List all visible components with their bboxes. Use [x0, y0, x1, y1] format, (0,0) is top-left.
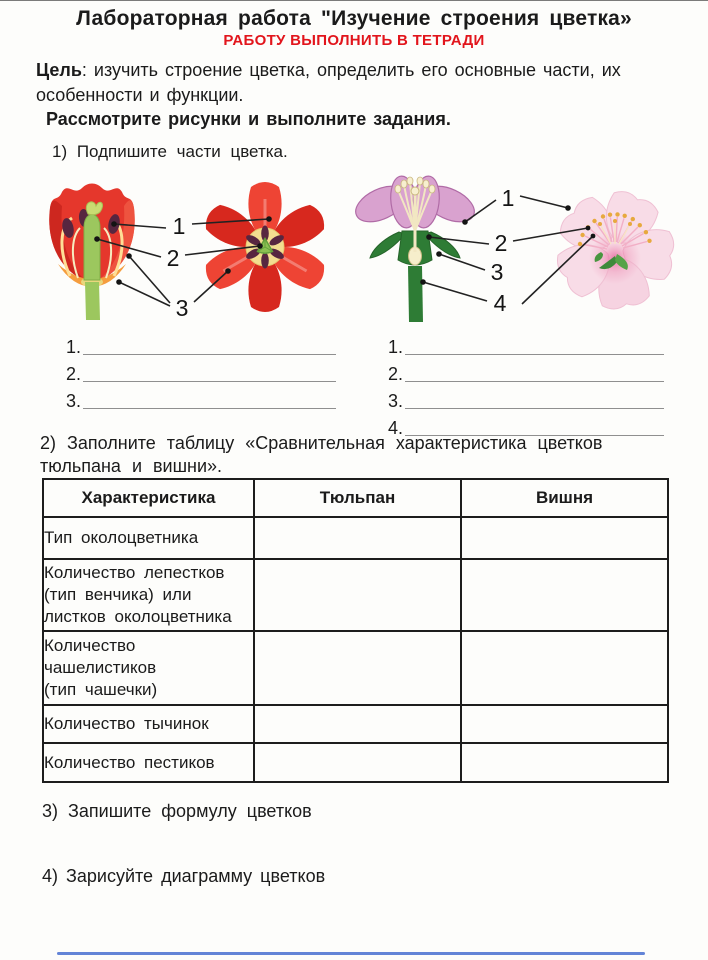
table-row: [43, 517, 668, 559]
instruction-text: Рассмотрите рисунки и выполните задания.: [46, 109, 451, 129]
blank-number: 2.: [66, 364, 82, 384]
blank-underline[interactable]: [405, 407, 664, 409]
header-cherry: Вишня: [461, 479, 668, 517]
tulip-cross-section-illustration: [49, 184, 134, 321]
answer-line-row: [388, 385, 664, 412]
cell-tulip-empty[interactable]: [254, 631, 461, 705]
table-header-row: [43, 479, 668, 517]
tulip-label-3: 3: [175, 295, 189, 321]
cell-tulip-empty[interactable]: [254, 517, 461, 559]
cherry-label-4: 4: [493, 290, 507, 316]
cherry-answer-blanks: [388, 331, 664, 439]
header-tulip: Тюльпан: [254, 479, 461, 517]
tulip-figure: [30, 172, 350, 330]
task2-prompt: 2) Заполните таблицу «Сравнительная характеристика цветков тюльпана и вишни».: [40, 433, 603, 476]
cherry-cross-section-illustration: [350, 175, 480, 322]
goal-label: Цель: [36, 60, 82, 80]
cell-tulip-empty[interactable]: [254, 559, 461, 631]
row-label: Тип околоцветника: [43, 517, 254, 559]
cherry-label-3: 3: [490, 259, 504, 285]
task3-prompt: 3) Запишите формулу цветков: [42, 801, 312, 821]
blank-number: 3.: [66, 391, 82, 411]
blank-underline[interactable]: [83, 353, 336, 355]
blank-number: 4.: [388, 418, 404, 438]
answer-line-row: [388, 358, 664, 385]
cell-tulip-empty[interactable]: [254, 705, 461, 743]
cell-cherry-empty[interactable]: [461, 517, 668, 559]
blank-number: 1.: [388, 337, 404, 357]
bottom-divider-line: [57, 952, 645, 955]
cell-cherry-empty[interactable]: [461, 631, 668, 705]
cherry-figure: [350, 172, 695, 330]
cherry-side-view-illustration: [552, 187, 675, 312]
blank-underline[interactable]: [83, 380, 336, 382]
page-title: Лабораторная работа "Изучение строения цветка»: [76, 7, 632, 30]
table-row: [43, 631, 668, 705]
header-characteristic: Характеристика: [43, 479, 254, 517]
cherry-label-2: 2: [494, 230, 508, 256]
row-label: Количество пестиков: [43, 743, 254, 782]
goal-text: : изучить строение цветка, определить его основные части, их особенности и функции.: [36, 60, 621, 105]
cherry-label-1: 1: [501, 185, 515, 211]
row-label: Количество лепестков (тип венчика) или листков околоцветника: [43, 559, 254, 631]
row-label: Количество чашелистиков (тип чашечки): [43, 631, 254, 705]
answer-blanks-section: [0, 331, 708, 438]
comparison-table: [42, 478, 669, 783]
table-row: [43, 559, 668, 631]
flower-figures: [0, 172, 708, 330]
answer-line-row: [66, 331, 336, 358]
goal-paragraph: [36, 58, 644, 108]
tulip-top-view-illustration: [200, 182, 329, 312]
tulip-label-1: 1: [172, 213, 186, 239]
tulip-answer-blanks: [66, 331, 336, 412]
tulip-label-2: 2: [166, 245, 180, 271]
task1-prompt: 1) Подпишите части цветка.: [52, 142, 288, 161]
table-row: [43, 705, 668, 743]
cell-cherry-empty[interactable]: [461, 559, 668, 631]
blank-number: 2.: [388, 364, 404, 384]
blank-number: 3.: [388, 391, 404, 411]
row-label: Количество тычинок: [43, 705, 254, 743]
task4-prompt: 4) Зарисуйте диаграмму цветков: [42, 866, 326, 886]
cell-cherry-empty[interactable]: [461, 705, 668, 743]
answer-line-row: [66, 358, 336, 385]
table-row: [43, 743, 668, 782]
answer-line-row: [66, 385, 336, 412]
blank-underline[interactable]: [83, 407, 336, 409]
notebook-warning-text: РАБОТУ ВЫПОЛНИТЬ В ТЕТРАДИ: [223, 32, 485, 49]
blank-underline[interactable]: [405, 380, 664, 382]
cell-cherry-empty[interactable]: [461, 743, 668, 782]
blank-number: 1.: [66, 337, 82, 357]
page-top-border: [0, 0, 708, 1]
answer-line-row: [388, 331, 664, 358]
blank-underline[interactable]: [405, 353, 664, 355]
cell-tulip-empty[interactable]: [254, 743, 461, 782]
